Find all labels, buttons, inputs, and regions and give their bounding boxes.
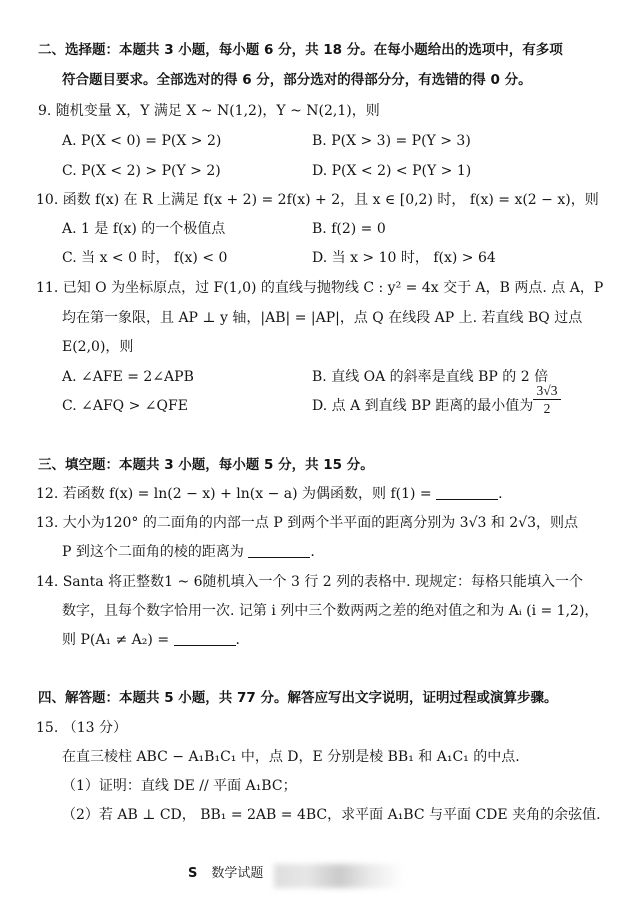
q15-part-2: （2）若 AB ⊥ CD， BB₁ = 2AB = 4BC，求平面 A₁BC 与平面 CDE 夹角的余弦值. [62, 807, 601, 823]
q9-stem: 9. 随机变量 X，Y 满足 X ~ N(1,2)，Y ~ N(2,1)，则 [38, 103, 380, 119]
q10-stem: 10. 函数 f(x) 在 R 上满足 f(x + 2) = 2f(x) + 2，且 x ∈ [0,2) 时， f(x) = x(2 − x)，则 [36, 192, 599, 208]
q14-period: . [235, 632, 240, 648]
q11-option-c: C. ∠AFQ > ∠QFE [62, 398, 188, 414]
section-4-heading: 四、解答题：本题共 5 小题，共 77 分。解答应写出文字说明，证明过程或演算步骤。 [38, 690, 558, 706]
q12-stem: 12. 若函数 f(x) = ln(2 − x) + ln(x − a) 为偶函数，则 f(1) = [36, 486, 432, 502]
q13-period: . [310, 544, 315, 560]
section-3-heading: 三、填空题：本题共 3 小题，每小题 5 分，共 15 分。 [38, 457, 374, 473]
q11-line-2: 均在第一象限，且 AP ⊥ y 轴，|AB| = |AP|，点 Q 在线段 AP 上. 若直线 BQ 过点 [62, 310, 583, 326]
q12-period: . [498, 486, 503, 502]
q11-option-a: A. ∠AFE = 2∠APB [62, 369, 194, 385]
q14-answer-blank[interactable] [174, 631, 236, 646]
q15-intro: 在直三棱柱 ABC − A₁B₁C₁ 中，点 D，E 分别是棱 BB₁ 和 A₁C₁ 的中点. [62, 749, 520, 765]
fraction-denominator: 2 [543, 401, 551, 416]
q13-line-1: 13. 大小为120° 的二面角的内部一点 P 到两个半平面的距离分别为 3√3 和 2√3，则点 [36, 515, 579, 531]
q13-line-2 [62, 542, 315, 562]
q15-title: 15. （13 分） [36, 720, 127, 736]
footer-blur-overlay [274, 864, 404, 888]
q12-answer-blank[interactable] [436, 485, 498, 500]
q14-line-2: 数字，且每个数字恰用一次. 记第 i 列中三个数两两之差的绝对值之和为 Aᵢ (i = 1,2)， [62, 603, 599, 619]
q14-line-1: 14. Santa 将正整数1 ~ 6随机填入一个 3 行 2 列的表格中. 现规定：每格只能填入一个 [36, 574, 584, 590]
q10-option-a: A. 1 是 f(x) 的一个极值点 [62, 221, 226, 237]
q11-option-d-fraction [533, 382, 561, 417]
footer-label: 数学试题 [211, 866, 264, 881]
q9-option-d: D. P(X < 2) < P(Y > 1) [312, 163, 472, 179]
section-2-heading: 二、选择题：本题共 3 小题，每小题 6 分，共 18 分。在每小题给出的选项中，有多项 [38, 42, 563, 58]
page-footer [188, 862, 263, 881]
fraction-numerator: 3√3 [533, 382, 561, 400]
q10-option-d: D. 当 x > 10 时， f(x) > 64 [312, 250, 496, 266]
q12-text [36, 484, 503, 504]
q11-line-3: E(2,0)，则 [62, 339, 134, 355]
q10-option-c: C. 当 x < 0 时， f(x) < 0 [62, 250, 228, 266]
section-2-heading-cont: 符合题目要求。全部选对的得 6 分，部分选对的得部分分，有选错的得 0 分。 [62, 72, 532, 88]
q9-option-b: B. P(X > 3) = P(Y > 3) [312, 133, 471, 149]
q14-stem-end: 则 P(A₁ ≠ A₂) = [62, 632, 170, 648]
q10-option-b: B. f(2) = 0 [312, 221, 386, 237]
q13-answer-blank[interactable] [248, 543, 310, 558]
q11-line-1: 11. 已知 O 为坐标原点，过 F(1,0) 的直线与抛物线 C : y² = 4x 交于 A，B 两点. 点 A，P [36, 280, 604, 296]
q14-line-3 [62, 630, 240, 650]
q11-option-d: D. 点 A 到直线 BP 距离的最小值为 [312, 398, 534, 414]
q11-option-b: B. 直线 OA 的斜率是直线 BP 的 2 倍 [312, 369, 549, 385]
footer-mark: S [188, 866, 198, 881]
q9-option-a: A. P(X < 0) = P(X > 2) [62, 133, 222, 149]
q9-option-c: C. P(X < 2) > P(Y > 2) [62, 163, 221, 179]
q13-stem-end: P 到这个二面角的棱的距离为 [62, 544, 244, 560]
q15-part-1: （1）证明：直线 DE // 平面 A₁BC； [62, 778, 297, 794]
